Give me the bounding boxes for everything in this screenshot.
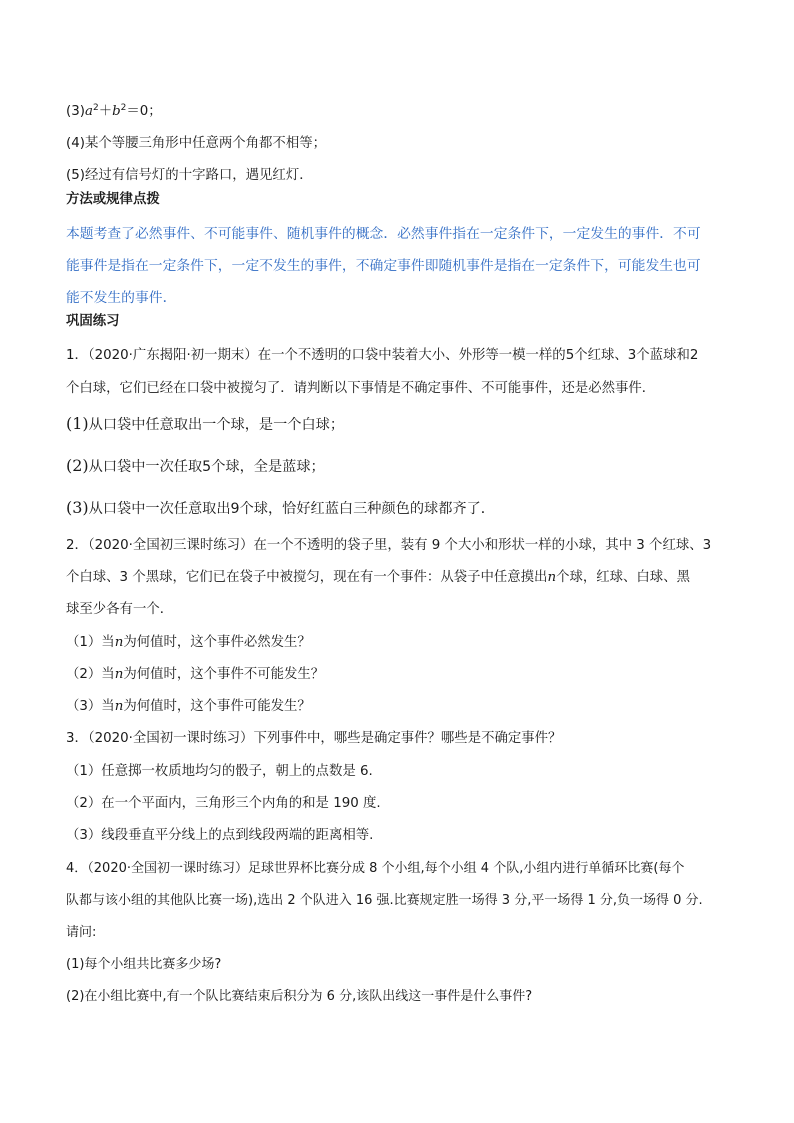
q2-sub-2-post: 为何值时，这个事件不可能发生？ bbox=[123, 667, 325, 682]
item-3 bbox=[66, 102, 162, 122]
exp-b: 2 bbox=[120, 103, 127, 113]
q1-sub-3 bbox=[66, 498, 495, 519]
q4-line-3: 请问: bbox=[66, 925, 97, 940]
q1-sub-1-mark: (1) bbox=[66, 414, 89, 433]
q2-sub-3-pre: （3）当 bbox=[66, 699, 115, 714]
method-line-1: 本题考查了必然事件、不可能事件、随机事件的概念．必然事件指在一定条件下，一定发生的事件．不可 bbox=[66, 226, 701, 242]
q1-sub-3-text: 从口袋中一次任意取出9个球，恰好红蓝白三种颜色的球都齐了． bbox=[88, 501, 495, 517]
plus-sign: ＋ bbox=[98, 104, 113, 119]
q2-sub-1-post: 为何值时，这个事件必然发生？ bbox=[123, 635, 311, 650]
var-a: a bbox=[84, 104, 93, 119]
method-heading: 方法或规律点拨 bbox=[66, 192, 160, 207]
q1-sub-1 bbox=[66, 414, 344, 435]
q2-sub-1-pre: （1）当 bbox=[66, 635, 115, 650]
q4-line-1: 4．（2020·全国初一课时练习）足球世界杯比赛分成 8 个小组,每个小组 4 个队,小组内进行单循环比赛(每个 bbox=[66, 861, 685, 876]
item-4: (4)某个等腰三角形中任意两个角都不相等； bbox=[66, 136, 326, 151]
q2-line-1: 2．（2020·全国初三课时练习）在一个不透明的袋子里，装有 9 个大小和形状一样的小球，其中 3 个红球、3 bbox=[66, 538, 712, 553]
q1-sub-2-mark: (2) bbox=[66, 456, 89, 475]
var-n: n bbox=[547, 570, 557, 585]
q1-sub-2-text: 从口袋中一次任取5个球，全是蓝球； bbox=[88, 459, 325, 475]
q2-line-2 bbox=[66, 568, 690, 588]
q2-sub-2-var: n bbox=[114, 667, 124, 682]
q3-sub-3: （3）线段垂直平分线上的点到线段两端的距离相等. bbox=[66, 828, 374, 843]
practice-heading: 巩固练习 bbox=[66, 314, 120, 329]
q2-line-2-post: 个球，红球、白球、黑 bbox=[556, 570, 690, 585]
q1-sub-1-text: 从口袋中任意取出一个球，是一个白球； bbox=[88, 417, 345, 433]
q3-sub-1: （1）任意掷一枚质地均匀的骰子，朝上的点数是 6. bbox=[66, 764, 373, 779]
q1-line-1: 1．（2020·广东揭阳·初一期末）在一个不透明的口袋中装着大小、外形等一模一样的5个红球、3个蓝球和2 bbox=[66, 348, 699, 363]
var-b: b bbox=[112, 104, 121, 119]
q2-sub-2-pre: （2）当 bbox=[66, 667, 115, 682]
q3-line-1: 3．（2020·全国初一课时练习）下列事件中，哪些是确定事件？哪些是不确定事件？ bbox=[66, 731, 562, 746]
q2-sub-1-var: n bbox=[114, 635, 124, 650]
q2-sub-3-var: n bbox=[114, 699, 124, 714]
q2-line-3: 球至少各有一个． bbox=[66, 602, 174, 617]
q3-sub-2: （2）在一个平面内，三角形三个内角的和是 190 度. bbox=[66, 796, 381, 811]
exp-a: 2 bbox=[92, 103, 99, 113]
item-3-prefix: (3) bbox=[66, 104, 85, 119]
q1-line-2: 个白球，它们已经在口袋中被搅匀了．请判断以下事情是不确定事件、不可能事件，还是必然事件． bbox=[66, 381, 656, 396]
method-line-3: 能不发生的事件． bbox=[66, 290, 177, 306]
q4-line-2: 队都与该小组的其他队比赛一场),选出 2 个队进入 16 强.比赛规定胜一场得 3 分,平一场得 1 分,负一场得 0 分. bbox=[66, 893, 703, 908]
q2-sub-1 bbox=[66, 633, 311, 653]
q1-sub-3-mark: (3) bbox=[66, 498, 89, 517]
q2-sub-3-post: 为何值时，这个事件可能发生？ bbox=[123, 699, 311, 714]
q4-line-5: (2)在小组比赛中,有一个队比赛结束后积分为 6 分,该队出线这一事件是什么事件? bbox=[66, 989, 533, 1004]
q4-line-4: (1)每个小组共比赛多少场? bbox=[66, 957, 222, 972]
q1-sub-2 bbox=[66, 456, 325, 477]
q2-line-2-pre: 个白球、3 个黑球，它们已在袋子中被搅匀，现在有一个事件：从袋子中任意摸出 bbox=[66, 570, 548, 585]
item-3-rest: ＝0； bbox=[126, 104, 162, 119]
q2-sub-3 bbox=[66, 697, 311, 717]
item-5: (5)经过有信号灯的十字路口，遇见红灯． bbox=[66, 168, 313, 183]
q2-sub-2 bbox=[66, 665, 324, 685]
method-line-2: 能事件是指在一定条件下，一定不发生的事件，不确定事件即随机事件是指在一定条件下，可能发生也可 bbox=[66, 258, 701, 274]
